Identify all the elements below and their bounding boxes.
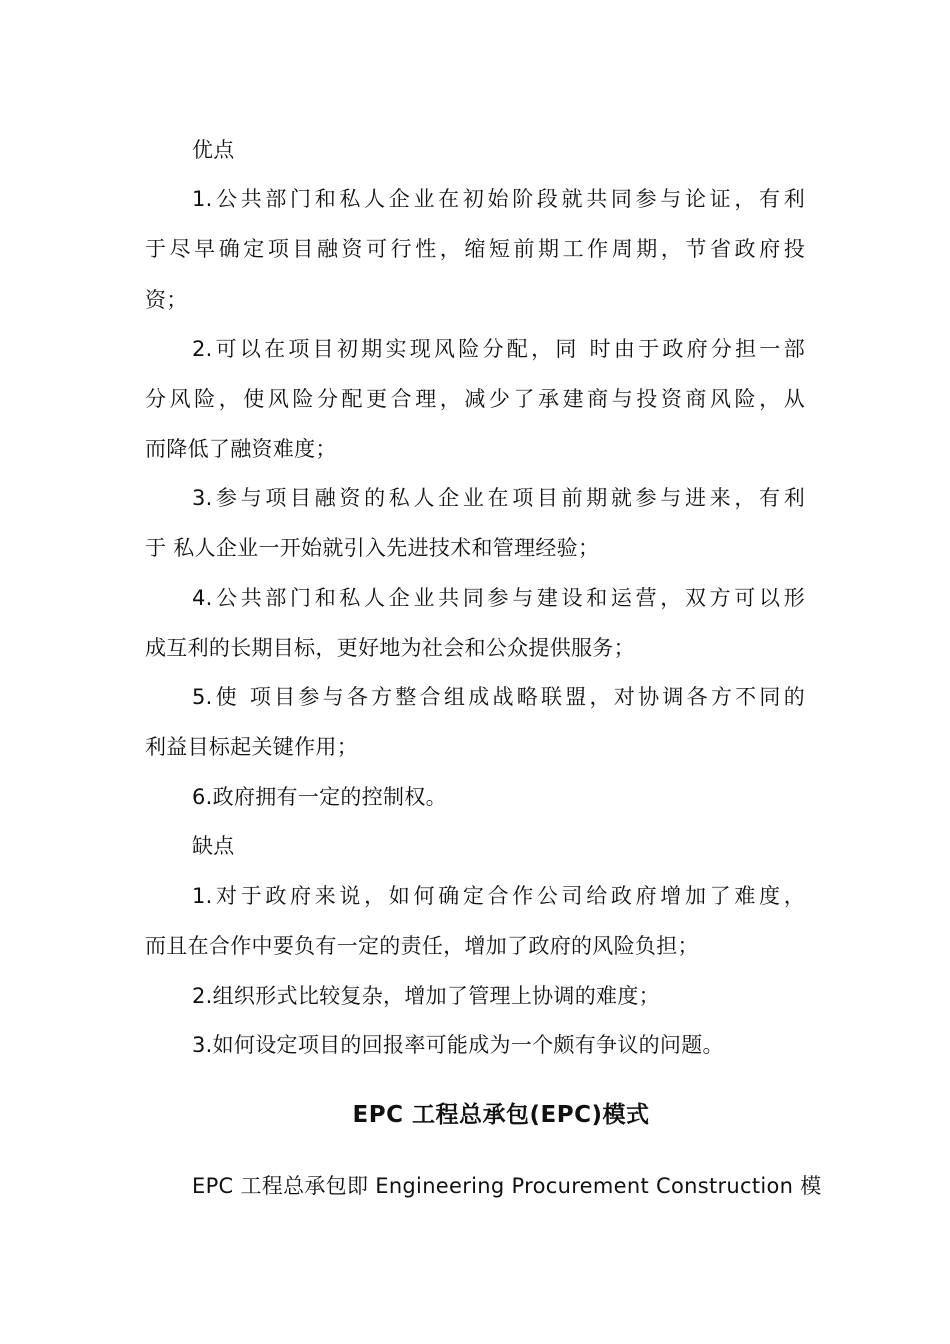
epc-section-title: EPC 工程总承包(EPC)模式 (352, 1102, 650, 1128)
advantage-2-line-3: 而降低了融资难度； (145, 437, 337, 461)
advantage-5-line-2: 利益目标起关键作用； (145, 735, 358, 759)
disadvantages-heading: 缺点 (192, 834, 235, 858)
advantage-2-line-2: 分风险，使风险分配更合理，减少了承建商与投资商风险，从 (145, 387, 805, 411)
advantage-4-line-2: 成互利的长期目标，更好地为社会和公众提供服务； (145, 636, 635, 660)
disadvantage-2-line-1: 2.组织形式比较复杂，增加了管理上协调的难度； (192, 984, 660, 1008)
advantage-1-line-1: 1.公共部门和私人企业在初始阶段就共同参与论证，有利 (192, 187, 805, 211)
advantages-heading: 优点 (192, 138, 235, 162)
advantage-6-line-1: 6.政府拥有一定的控制权。 (192, 785, 447, 809)
epc-intro-line: EPC 工程总承包即 Engineering Procurement Construction 模 (192, 1174, 822, 1198)
disadvantage-1-line-2: 而且在合作中要负有一定的责任，增加了政府的风险负担； (145, 934, 699, 958)
advantage-2-line-1: 2.可以在项目初期实现风险分配，同 时由于政府分担一部 (192, 337, 805, 361)
disadvantage-1-line-1: 1.对于政府来说，如何确定合作公司给政府增加了难度， (192, 884, 805, 908)
advantage-5-line-1: 5.使 项目参与各方整合组成战略联盟，对协调各方不同的 (192, 685, 805, 709)
disadvantage-3-line-1: 3.如何设定项目的回报率可能成为一个颇有争议的问题。 (192, 1033, 724, 1057)
advantage-3-line-2: 于 私人企业一开始就引入先进技术和管理经验； (145, 536, 600, 560)
advantage-4-line-1: 4.公共部门和私人企业共同参与建设和运营，双方可以形 (192, 586, 805, 610)
advantage-1-line-3: 资； (145, 288, 188, 312)
advantage-1-line-2: 于尽早确定项目融资可行性，缩短前期工作周期，节省政府投 (145, 237, 805, 261)
advantage-3-line-1: 3.参与项目融资的私人企业在项目前期就参与进来，有利 (192, 486, 805, 510)
